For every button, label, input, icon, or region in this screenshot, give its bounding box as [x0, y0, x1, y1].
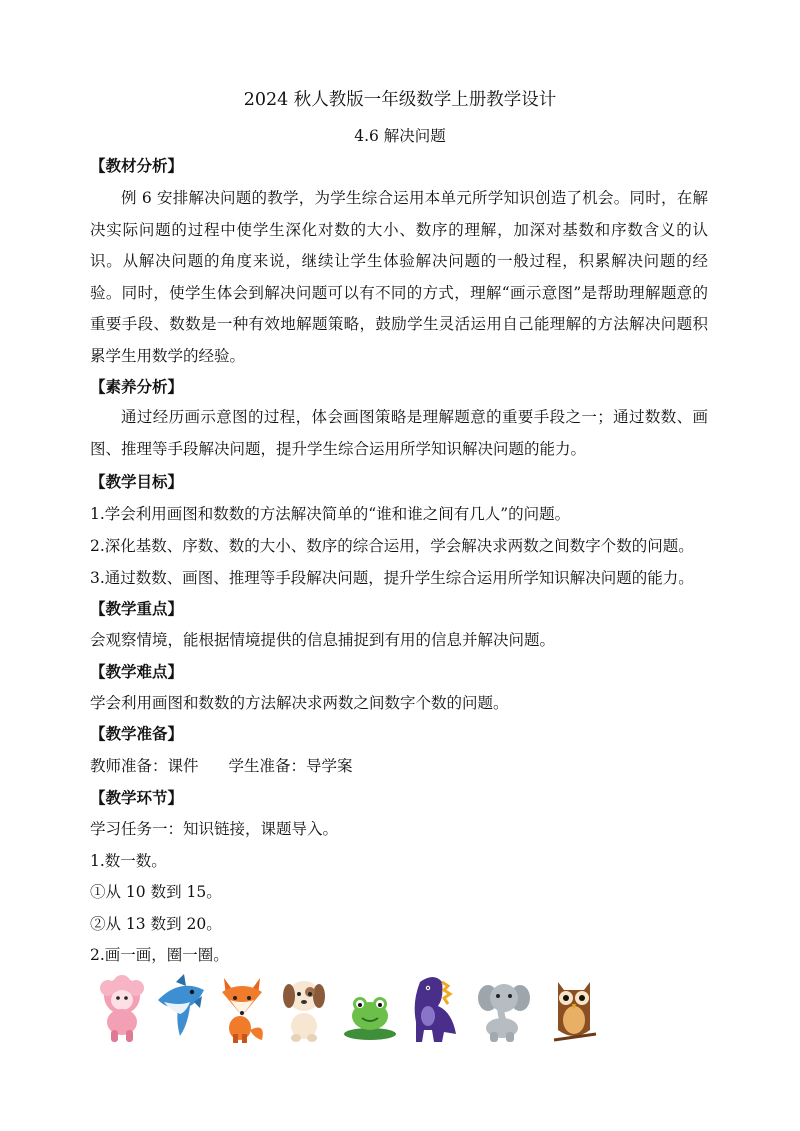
goal-item: 1.学会利用画图和数数的方法解决简单的“谁和谁之间有几人”的问题。 [90, 505, 571, 523]
step-item: 1.数一数。 [90, 852, 167, 870]
section-heading-key-points: 【教学重点】 [90, 600, 184, 618]
puppy-icon [274, 972, 334, 1044]
student-preparation: 学生准备：导学案 [228, 757, 353, 775]
teacher-preparation: 教师准备：课件 [90, 757, 199, 775]
frog-icon [340, 972, 400, 1044]
shark-icon [150, 972, 210, 1044]
sheep-icon [92, 972, 152, 1044]
elephant-icon [474, 972, 534, 1044]
section-heading-steps: 【教学环节】 [90, 789, 184, 807]
step-item: 学习任务一：知识链接，课题导入。 [90, 820, 339, 838]
goal-item: 2.深化基数、序数、数的大小、数序的综合运用，学会解决求两数之间数字个数的问题。 [90, 537, 694, 555]
key-points-text: 会观察情境，能根据情境提供的信息捕捉到有用的信息并解决问题。 [90, 631, 556, 649]
preparation-line [90, 754, 730, 776]
section-heading-analysis: 【教材分析】 [90, 157, 184, 175]
step-item: 2.画一画，圈一圈。 [90, 946, 229, 964]
page-title: 2024 秋人教版一年级数学上册教学设计 [243, 90, 557, 110]
step-item: ①从 10 数到 15。 [90, 883, 222, 901]
page-subtitle: 4.6 解决问题 [354, 127, 446, 145]
analysis-paragraph: 例 6 安排解决问题的教学，为学生综合运用本单元所学知识创造了机会。同时，在解决实际问题的过程中使学生深化对数的大小、数序的理解，加深对基数和序数含义的认识。从解决问题的角度来说，继续让学生体验解决问题的一般过程，积累解决问题的经验。同时，使学生体会到解决问题可以有不同的方式，理解“画示意图”是帮助理解题意的重要手段、数数是一种有效地解题策略，鼓励学生灵活运用自己能理解的方法解决问题积累学生用数学的经验。 [90, 189, 708, 365]
section-heading-preparation: 【教学准备】 [90, 725, 184, 743]
section-heading-literacy: 【素养分析】 [90, 378, 184, 396]
section-heading-goals: 【教学目标】 [90, 473, 184, 491]
fox-icon [212, 972, 272, 1044]
goal-item: 3.通过数数、画图、推理等手段解决问题，提升学生综合运用所学知识解决问题的能力。 [90, 569, 694, 587]
literacy-paragraph: 通过经历画示意图的过程，体会画图策略是理解题意的重要手段之一；通过数数、画图、推理等手段解决问题，提升学生综合运用所学知识解决问题的能力。 [90, 408, 708, 458]
step-item: ②从 13 数到 20。 [90, 915, 222, 933]
dinosaur-icon [404, 972, 464, 1044]
difficulty-text: 学会利用画图和数数的方法解决求两数之间数字个数的问题。 [90, 694, 509, 712]
owl-icon [544, 972, 604, 1044]
section-heading-difficulty: 【教学难点】 [90, 663, 184, 681]
animal-row [92, 972, 612, 1044]
